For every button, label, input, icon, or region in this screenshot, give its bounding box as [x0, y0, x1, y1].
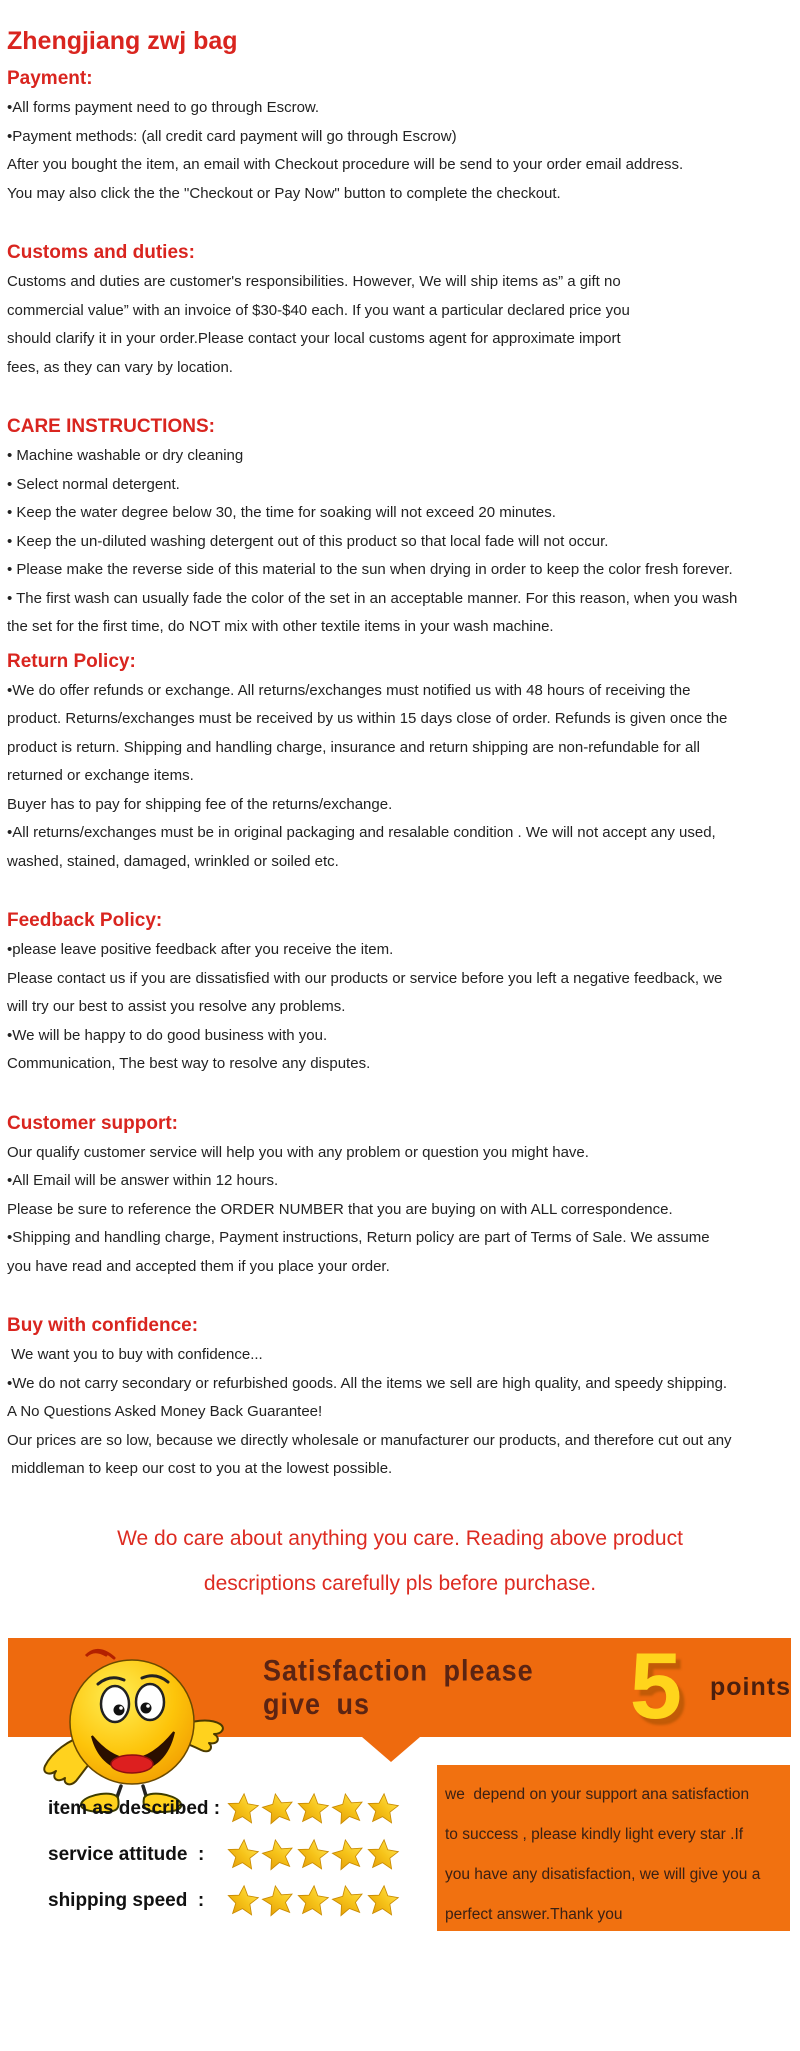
star-icon: [295, 1837, 331, 1873]
text-line: Our qualify customer service will help you with any problem or question you might have.: [7, 1143, 589, 1161]
text-line: product. Returns/exchanges must be received by us within 15 days close of order. Refunds is given once the: [7, 710, 728, 727]
text-line: •All Email will be answer within 12 hours.: [7, 1172, 279, 1189]
text-line: •We will be happy to do good business with you.: [7, 1026, 328, 1044]
banner-points-label: points: [710, 1673, 791, 1701]
ratings: [48, 1786, 400, 1924]
star-rating: [226, 1838, 400, 1872]
note-line: you have any disatisfaction, we will give you a: [445, 1866, 761, 1883]
text-line: • Keep the un-diluted washing detergent out of this product so that local fade will not occur.: [7, 532, 609, 550]
section: [7, 64, 795, 208]
text-line: returned or exchange items.: [7, 767, 194, 784]
text-line: should clarify it in your order.Please contact your local customs agent for approximate import: [7, 330, 621, 347]
section-heading: CARE INSTRUCTIONS:: [7, 416, 215, 437]
rating-label: service attitude :: [48, 1844, 205, 1865]
purchase-notice: [0, 1516, 800, 1606]
section-heading: Payment:: [7, 68, 93, 89]
text-line: We want you to buy with confidence...: [7, 1346, 263, 1363]
star-icon: [258, 1835, 297, 1874]
star-rating: [226, 1884, 400, 1918]
text-line: • The first wash can usually fade the color of the set in an acceptable manner. For this reason, when you wash: [7, 589, 738, 607]
text-line: •Shipping and handling charge, Payment instructions, Return policy are part of Terms of Sale. We assume: [7, 1229, 710, 1246]
note-line: to success , please kindly light every star .If: [445, 1826, 744, 1843]
section: [7, 1109, 795, 1282]
text-line: the set for the first time, do NOT mix with other textile items in your wash machine.: [7, 618, 554, 635]
rating-row: [48, 1786, 400, 1832]
banner-text: Satisfaction please give us: [263, 1654, 534, 1720]
text-line: Please contact us if you are dissatisfied with our products or service before you left a negative feedback, we: [7, 969, 723, 987]
rating-label: shipping speed :: [48, 1890, 205, 1911]
text-line: •All returns/exchanges must be in original packaging and resalable condition . We will not accept any used,: [7, 824, 716, 841]
text-line: After you bought the item, an email with Checkout procedure will be send to your order email address.: [7, 156, 684, 173]
banner-content: [263, 1632, 791, 1738]
text-line: You may also click the the "Checkout or Pay Now" button to complete the checkout.: [7, 184, 561, 202]
section-heading: Customs and duties:: [7, 242, 195, 263]
banner-score: 5: [629, 1632, 682, 1738]
text-line: • Please make the reverse side of this material to the sun when drying in order to keep the color fresh forever.: [7, 561, 733, 578]
text-line: •please leave positive feedback after you receive the item.: [7, 941, 394, 958]
text-line: Buyer has to pay for shipping fee of the returns/exchange.: [7, 795, 393, 813]
star-icon: [258, 1881, 297, 1920]
star-icon: [258, 1789, 297, 1828]
text-line: •We do offer refunds or exchange. All returns/exchanges must notified us with 48 hours of receiving the: [7, 681, 691, 699]
text-line: middleman to keep our cost to you at the lowest possible.: [7, 1460, 393, 1477]
star-icon: [365, 1837, 401, 1873]
sections: [7, 64, 795, 1484]
rating-row: [48, 1878, 400, 1924]
star-icon: [328, 1789, 367, 1828]
section: [7, 1311, 795, 1484]
banner-tail-pointer: [362, 1737, 420, 1762]
text-line: Our prices are so low, because we directly wholesale or manufacturer our products, and therefore cut out any: [7, 1431, 732, 1449]
star-icon: [225, 1837, 261, 1873]
star-icon: [328, 1835, 367, 1874]
text-line: Customs and duties are customer's responsibilities. However, We will ship items as” a gift no: [7, 273, 621, 290]
text-line: •All forms payment need to go through Escrow.: [7, 99, 320, 116]
star-icon: [295, 1791, 331, 1827]
text-line: Communication, The best way to resolve any disputes.: [7, 1055, 371, 1072]
section: [7, 238, 795, 382]
text-line: you have read and accepted them if you place your order.: [7, 1257, 390, 1275]
purchase-notice-line: descriptions carefully pls before purchase.: [203, 1572, 597, 1595]
section: [7, 906, 795, 1079]
star-icon: [365, 1791, 401, 1827]
section-heading: Feedback Policy:: [7, 910, 163, 931]
star-icon: [328, 1881, 367, 1920]
note-line: perfect answer.Thank you: [445, 1906, 623, 1923]
text-line: • Keep the water degree below 30, the time for soaking will not exceed 20 minutes.: [7, 504, 556, 521]
rating-label: item as described :: [48, 1798, 221, 1819]
text-line: • Select normal detergent.: [7, 475, 180, 493]
text-line: washed, stained, damaged, wrinkled or soiled etc.: [7, 852, 339, 870]
text-line: will try our best to assist you resolve any problems.: [7, 998, 346, 1015]
text-line: product is return. Shipping and handling charge, insurance and return shipping are non-refundable for all: [7, 738, 700, 756]
star-icon: [225, 1791, 261, 1827]
star-icon: [365, 1883, 401, 1919]
text-line: •We do not carry secondary or refurbished goods. All the items we sell are high quality, and speedy shipping.: [7, 1374, 728, 1392]
purchase-notice-line: We do care about anything you care. Reading above product: [117, 1527, 683, 1550]
text-line: •Payment methods: (all credit card payment will go through Escrow): [7, 127, 457, 145]
star-icon: [295, 1883, 331, 1919]
text-line: • Machine washable or dry cleaning: [7, 447, 244, 464]
note-line: we depend on your support ana satisfaction: [445, 1786, 750, 1803]
star-rating: [226, 1792, 400, 1826]
text-line: fees, as they can vary by location.: [7, 358, 233, 376]
section: [7, 647, 795, 877]
feedback-note: [437, 1765, 790, 1931]
section-heading: Return Policy:: [7, 650, 136, 672]
text-line: Please be sure to reference the ORDER NUMBER that you are buying on with ALL correspondence.: [7, 1200, 673, 1218]
section: [7, 412, 795, 642]
star-icon: [225, 1883, 261, 1919]
rating-row: [48, 1832, 400, 1878]
page-title: Zhengjiang zwj bag: [7, 27, 238, 55]
feedback-banner-area: [0, 1632, 800, 1938]
section-heading: Customer support:: [7, 1112, 178, 1134]
section-heading: Buy with confidence:: [7, 1315, 199, 1336]
text-line: commercial value” with an invoice of $30-$40 each. If you want a particular declared price you: [7, 301, 630, 319]
text-line: A No Questions Asked Money Back Guarantee!: [7, 1403, 323, 1420]
